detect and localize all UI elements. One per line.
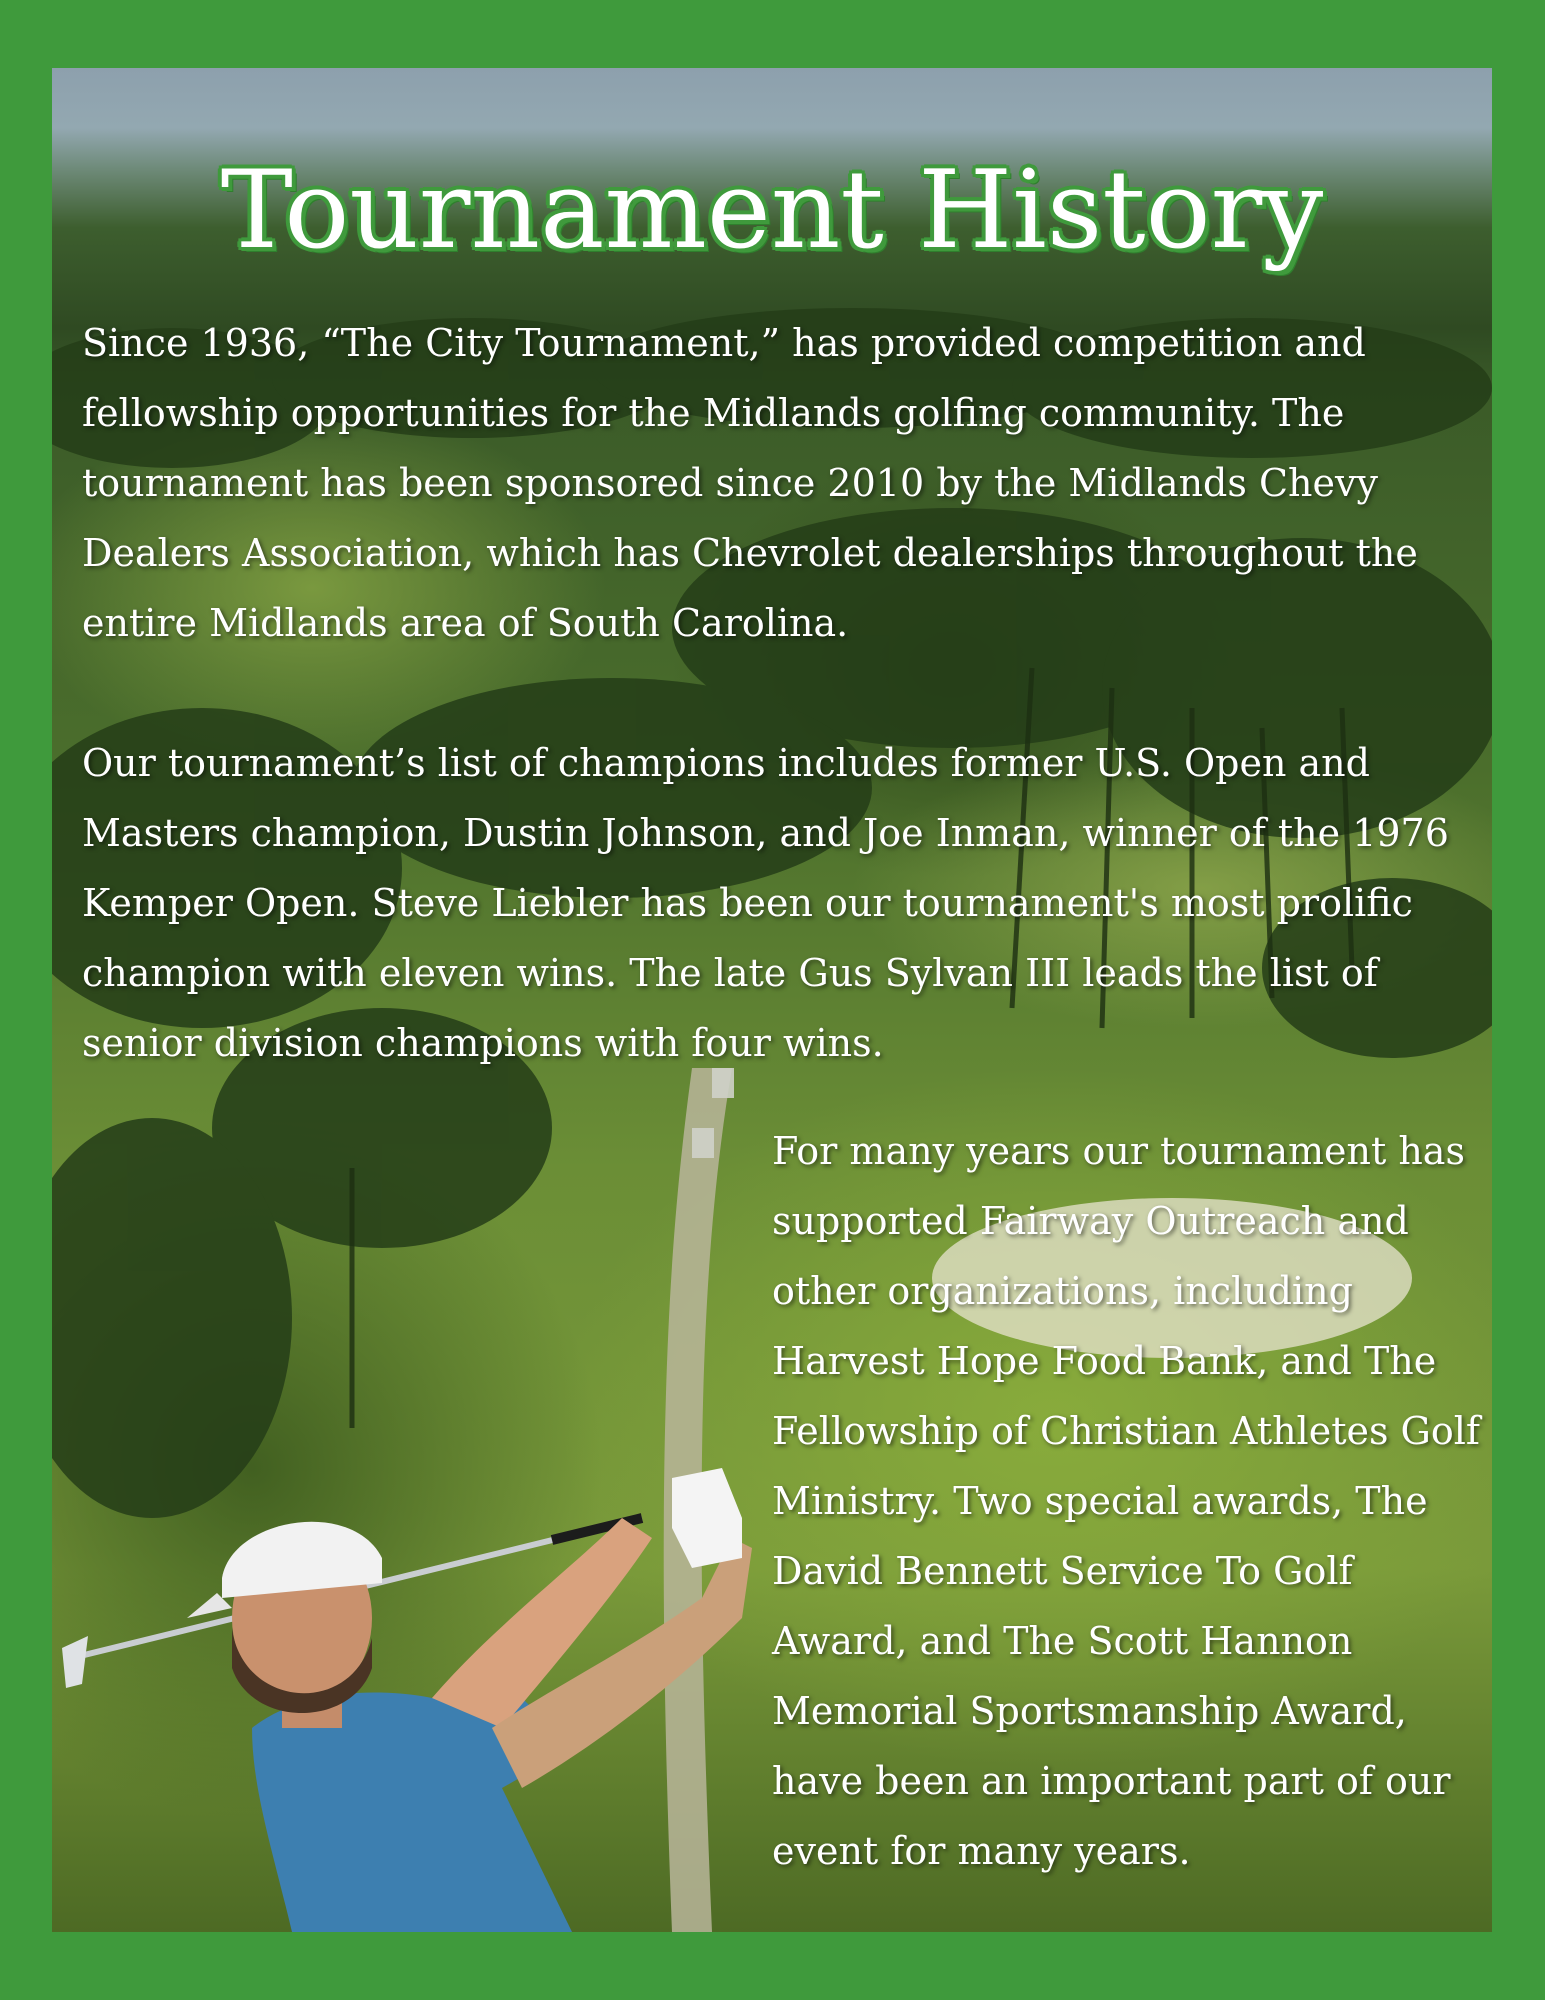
history-paragraph-charity: For many years our tournament has supported Fairway Outreach and other organizations, including Harvest Hope Food Bank, and The Fellowship of Christian Athletes Golf Ministry. Two special awards, The David Bennett Service To Golf Award, and The Scott Hannon Memorial Sportsmanship Award, have been an important part of our event for many years.: [772, 1129, 1480, 1873]
page-title: Tournament History: [220, 148, 1324, 273]
history-paragraph-intro: Since 1936, “The City Tournament,” has provided competition and fellowship opportunities for the Midlands golfing community. The tournament has been sponsored since 2010 by the Midlands Chevy Dealers Association, which has Chevrolet dealerships throughout the entire Midlands area of South Carolina.: [82, 321, 1418, 645]
golf-course-background: [52, 68, 1492, 1932]
golfer-photo: [52, 1368, 772, 1932]
history-paragraph-champions: Our tournament’s list of champions includes former U.S. Open and Masters champion, Dustin Johnson, and Joe Inman, winner of the 1976 Kemper Open. Steve Liebler has been our tournament's most prolific champion with eleven wins. The late Gus Sylvan III leads the list of senior division champions with four wins.: [82, 741, 1449, 1065]
